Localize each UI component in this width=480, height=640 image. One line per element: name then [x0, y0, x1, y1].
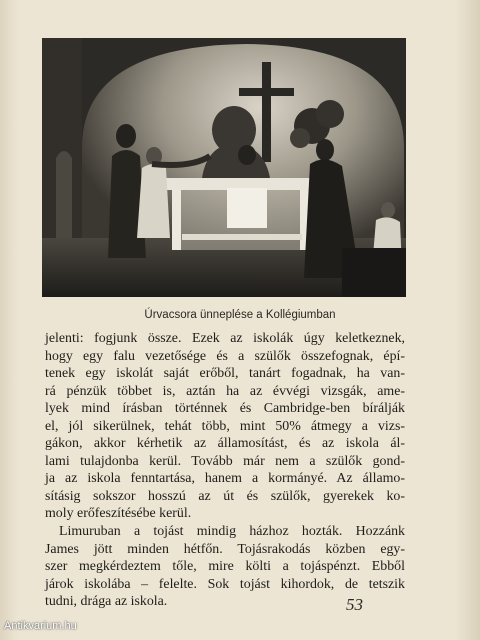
text-line: lyek mind írásban történnek és Cambridge-ben bírálják: [45, 401, 405, 417]
photo-illustration: [42, 38, 406, 297]
paragraph-1: [45, 330, 405, 523]
text-line: hogy egy falu vezetősége és a szülők összefognak, épí-: [45, 348, 405, 364]
text-line: Limuruban a tojást mindig házhoz hozták. Hozzánk: [59, 524, 405, 540]
text-line: el, jól sikerülnek, tehát több, mint 50% átmegy a vizs-: [45, 418, 405, 434]
watermark: Antikvarium.hu: [4, 620, 77, 632]
photo-caption: Úrvacsora ünneplése a Kollégiumban: [144, 309, 336, 321]
text-line: sításig sokszor hosszú az út és szülők, gyerekek ko-: [45, 488, 405, 504]
text-line: jelenti: fogjunk össze. Ezek az iskolák úgy keletkeznek,: [45, 331, 405, 346]
body-text: [45, 330, 405, 611]
text-line: ja az iskola fenntartása, hanem a kormányé. Az államo-: [45, 471, 405, 487]
text-line: tenek egy iskolát saját erőből, tanárt fogadnak, ha van-: [45, 366, 405, 382]
text-line: moly erőfeszítésébe kerül.: [45, 506, 192, 522]
text-line: járok iskolába – felelte. Sok tojást kihordok, de tetszik: [45, 576, 405, 592]
text-line: lami tulajdonba kerül. Tovább már nem a szülők gond-: [45, 453, 405, 469]
photograph-communion: [42, 38, 406, 297]
page-number: 53: [346, 595, 363, 614]
text-line: gákon, akkor kérhetik az államosítást, és az iskola ál-: [45, 436, 405, 452]
text-line: James jött minden hétfőn. Tojásrakodás közben egy-: [45, 541, 405, 557]
text-line: szer megkérdeztem tőle, mire költi a tojáspénzt. Ebből: [45, 559, 405, 575]
text-line: tudni, drága az iskola.: [45, 594, 168, 610]
text-line: rá pénzük többet is, aztán ha az évvégi vizsgák, ame-: [45, 383, 405, 399]
